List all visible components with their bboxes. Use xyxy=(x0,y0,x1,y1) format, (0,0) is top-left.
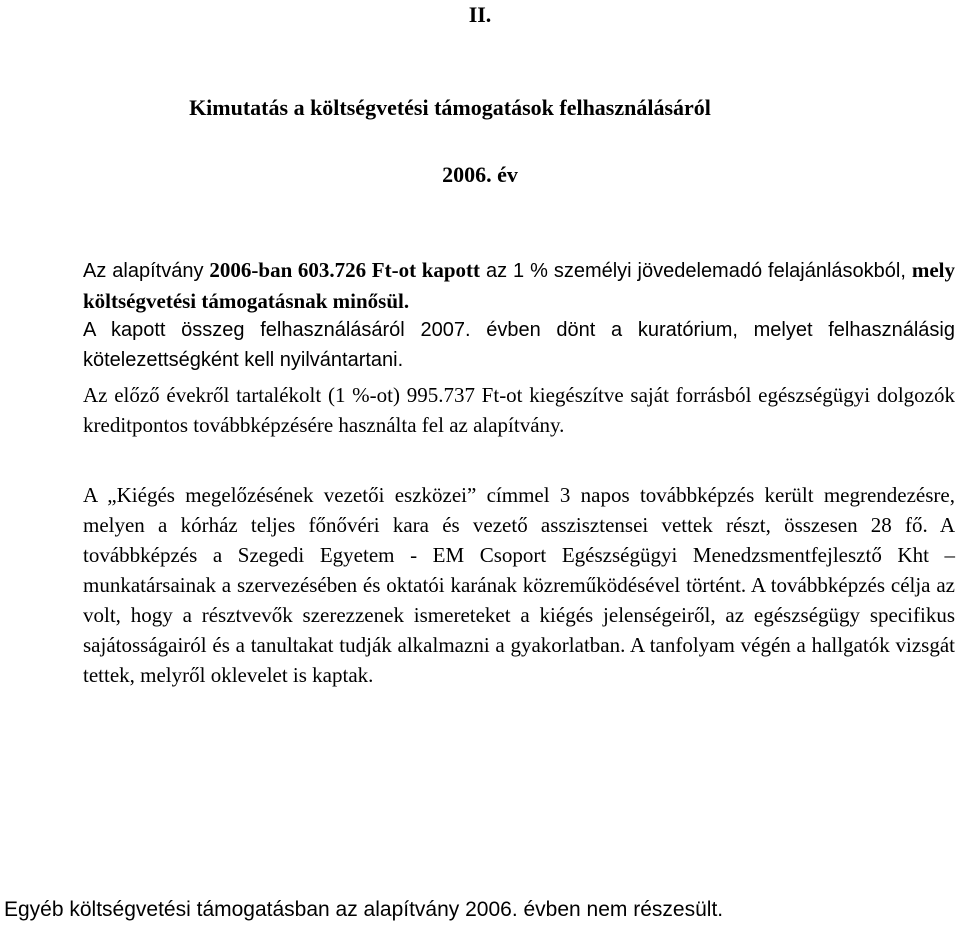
document-year: 2006. év xyxy=(442,162,518,187)
footer-note: Egyéb költségvetési támogatásban az alapítvány 2006. évben nem részesült. xyxy=(4,898,724,921)
paragraph-usage-decision: A kapott összeg felhasználásáról 2007. évben dönt a kuratórium, melyet felhasználásig kötelezettségként kell nyilvántartani. xyxy=(83,319,955,371)
paragraph-text: Az alapítvány xyxy=(83,260,210,282)
document-title: Kimutatás a költségvetési támogatások felhasználásáról xyxy=(189,95,711,120)
bold-amount-text: 2006-ban 603.726 Ft-ot kapott xyxy=(209,258,481,282)
bold-classification-text: mely költségvetési támogatásnak minősül. xyxy=(83,258,955,313)
paragraph-text: az 1 % személyi jövedelemadó felajánlásokból, xyxy=(480,260,912,282)
paragraph-reserve-usage: Az előző évekről tartalékolt (1 %-ot) 995.737 Ft-ot kiegészítve saját forrásból egészségügyi dolgozók kreditpontos továbbképzésére használta fel az alapítvány. xyxy=(83,383,955,437)
paragraph-donation-received xyxy=(83,255,955,317)
paragraph-training-description: A „Kiégés megelőzésének vezetői eszközei” címmel 3 napos továbbképzés került megrendezésre, melyen a kórház teljes főnővéri kara és vezető asszisztensei vettek részt, összesen 28 fő. A továbbképzés a Szegedi Egyetem - EM Csoport Egészségügyi Menedzsmentfejlesztő Kht – munkatársainak a szervezésében és oktatói karának közreműködésével történt. A továbbképzés célja az volt, hogy a résztvevők szerezzenek ismereteket a kiégés jelenségeiről, az egészségügy specifikus sajátosságairól és a tanultakat tudják alkalmazni a gyakorlatban. A tanfolyam végén a hallgatók vizsgát tettek, melyről oklevelet is kaptak. xyxy=(83,483,955,687)
section-number: II. xyxy=(468,2,492,27)
